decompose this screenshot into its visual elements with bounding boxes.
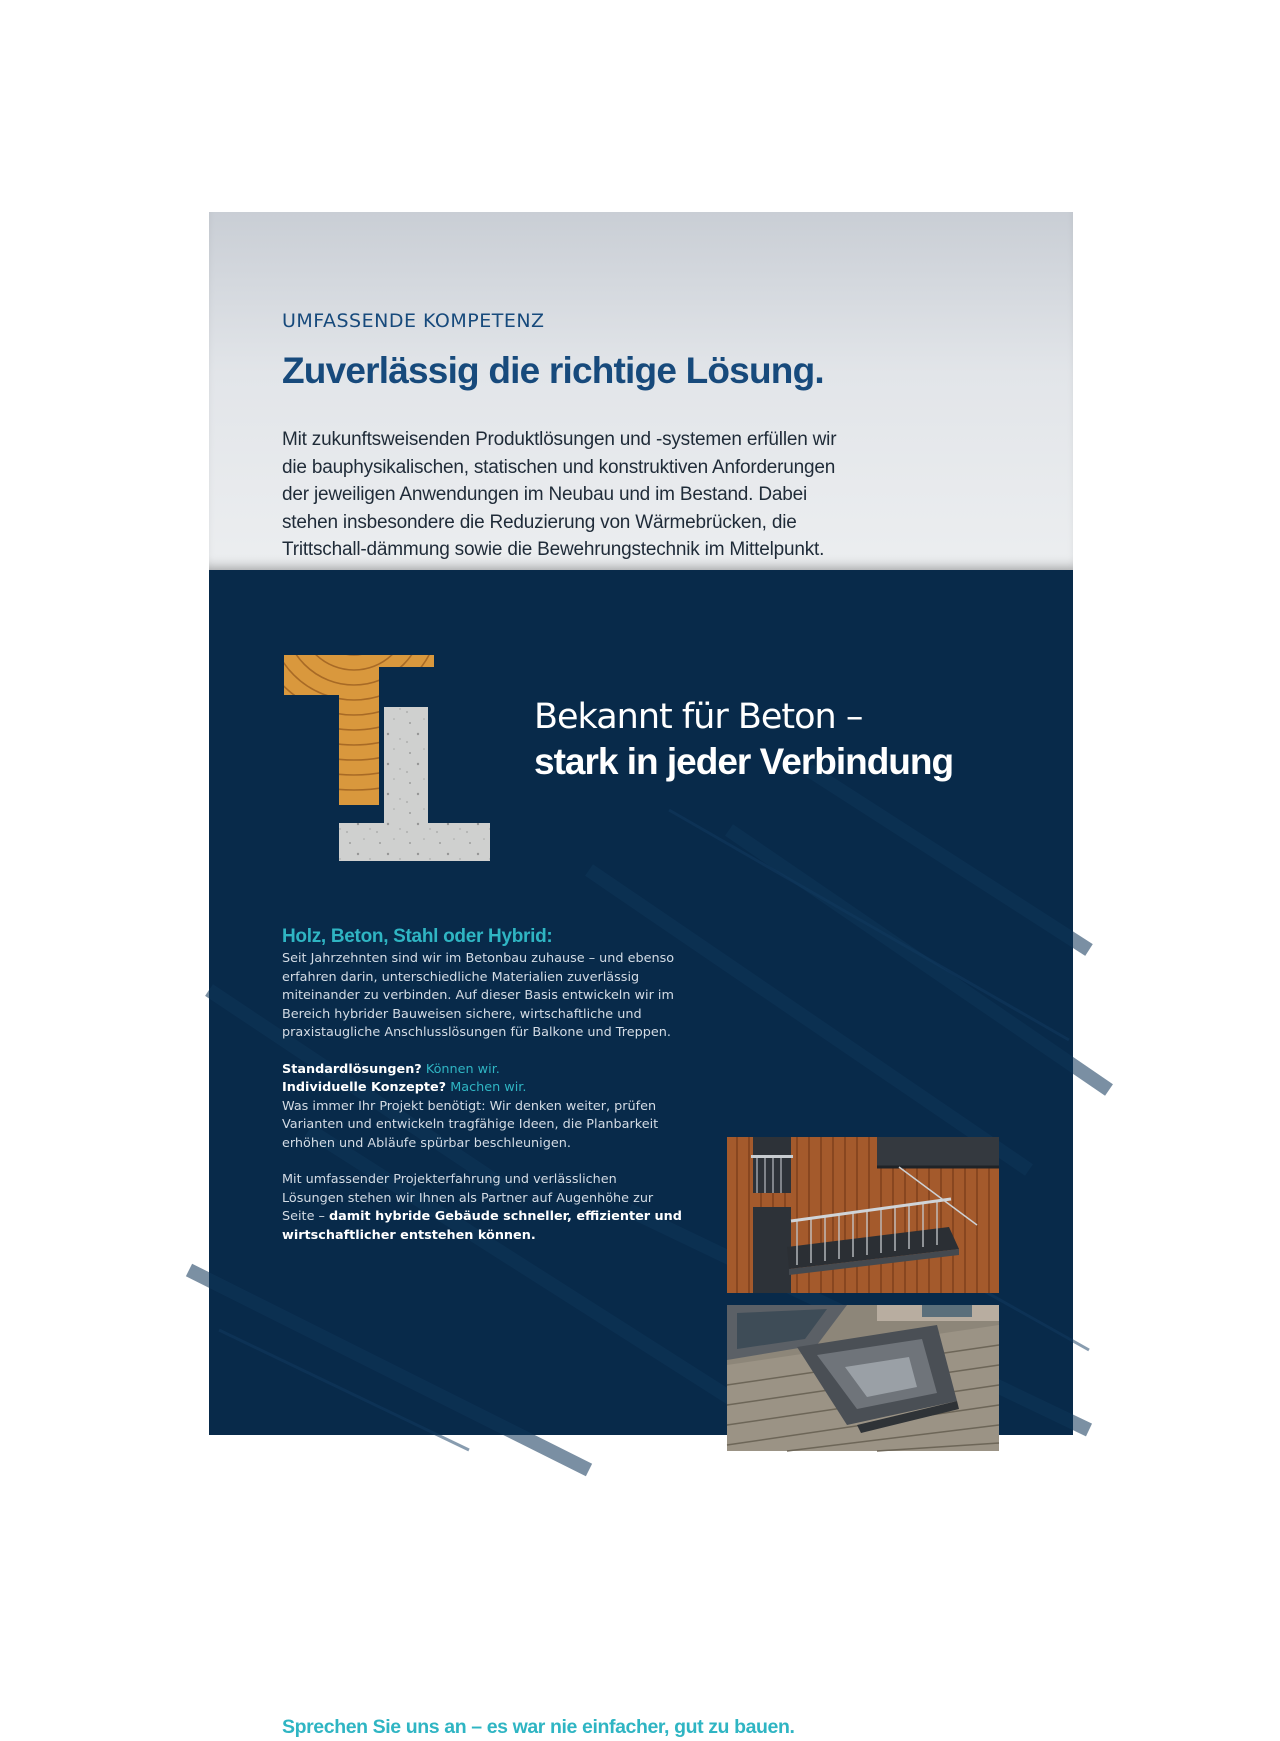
question-individual-label: Individuelle Konzepte? bbox=[282, 1080, 447, 1095]
tagline bbox=[534, 695, 953, 785]
question-individual-answer: Machen wir. bbox=[450, 1080, 527, 1095]
closing-line1: Eine Verbindung. Mehrere Materialien. Maximale Möglichkeiten. bbox=[282, 1688, 845, 1710]
body-paragraph-3 bbox=[282, 1171, 682, 1245]
body-paragraph-3-start: Mit umfassender Projekterfahrung und verlässlichen Lösungen stehen wir Ihnen als Partner auf Augenhöhe zur Seite – bbox=[282, 1172, 654, 1224]
tagline-line1: Bekannt für Beton – bbox=[534, 697, 863, 737]
brochure-page bbox=[209, 212, 1073, 1738]
wood-concrete-logo bbox=[284, 655, 490, 861]
question-standard-label: Standardlösungen? bbox=[282, 1061, 422, 1077]
page-title: Zuverlässig die richtige Lösung. bbox=[282, 350, 824, 391]
question-individual bbox=[282, 1079, 682, 1098]
body-heading: Holz, Beton, Stahl oder Hybrid: bbox=[282, 926, 553, 947]
intro-paragraph: Mit zukunftsweisenden Produktlösungen und -systemen erfüllen wir die bauphysikalischen, statischen und konstruktiven Anforderungen der jeweiligen Anwendungen im Neubau und im Bestand. Dabei stehen insbesondere die Reduzierung von Wärmebrücken, die Trittschall-dämmung sowie die Bewehrungstechnik im Mittelpunkt. bbox=[282, 429, 837, 560]
closing-line2: Sprechen Sie uns an – es war nie einfacher, gut zu bauen. bbox=[282, 1716, 795, 1738]
eyebrow-label: UMFASSENDE KOMPETENZ bbox=[282, 310, 545, 332]
wooden-facade-balcony-photo bbox=[727, 1137, 999, 1293]
balcony-connection-detail-photo bbox=[727, 1305, 999, 1451]
body-paragraph-3-bold: damit hybride Gebäude schneller, effizienter und wirtschaftlicher entstehen können. bbox=[282, 1209, 682, 1243]
bottom-section bbox=[209, 570, 1073, 1738]
top-section bbox=[209, 212, 1073, 570]
body-paragraph-2: Was immer Ihr Projekt benötigt: Wir denken weiter, prüfen Varianten und entwickeln tragfähige Ideen, die Planbarkeit erhöhen und Abläufe spürbar beschleunigen. bbox=[282, 1098, 659, 1151]
body-text-column bbox=[282, 925, 682, 1245]
question-standard bbox=[282, 1061, 682, 1080]
tagline-line2: stark in jeder Verbindung bbox=[534, 741, 954, 782]
body-paragraph-1: Seit Jahrzehnten sind wir im Betonbau zuhause – und ebenso erfahren darin, unterschiedliche Materialien zuverlässig miteinander zu verbinden. Auf dieser Basis entwickeln wir im Bereich hybrider Bauweisen sichere, wirtschaftliche und praxistaugliche Anschlusslösungen für Balkone und Treppen. bbox=[282, 951, 675, 1040]
closing-statement bbox=[282, 1685, 845, 1741]
question-standard-answer: Können wir. bbox=[425, 1061, 500, 1077]
